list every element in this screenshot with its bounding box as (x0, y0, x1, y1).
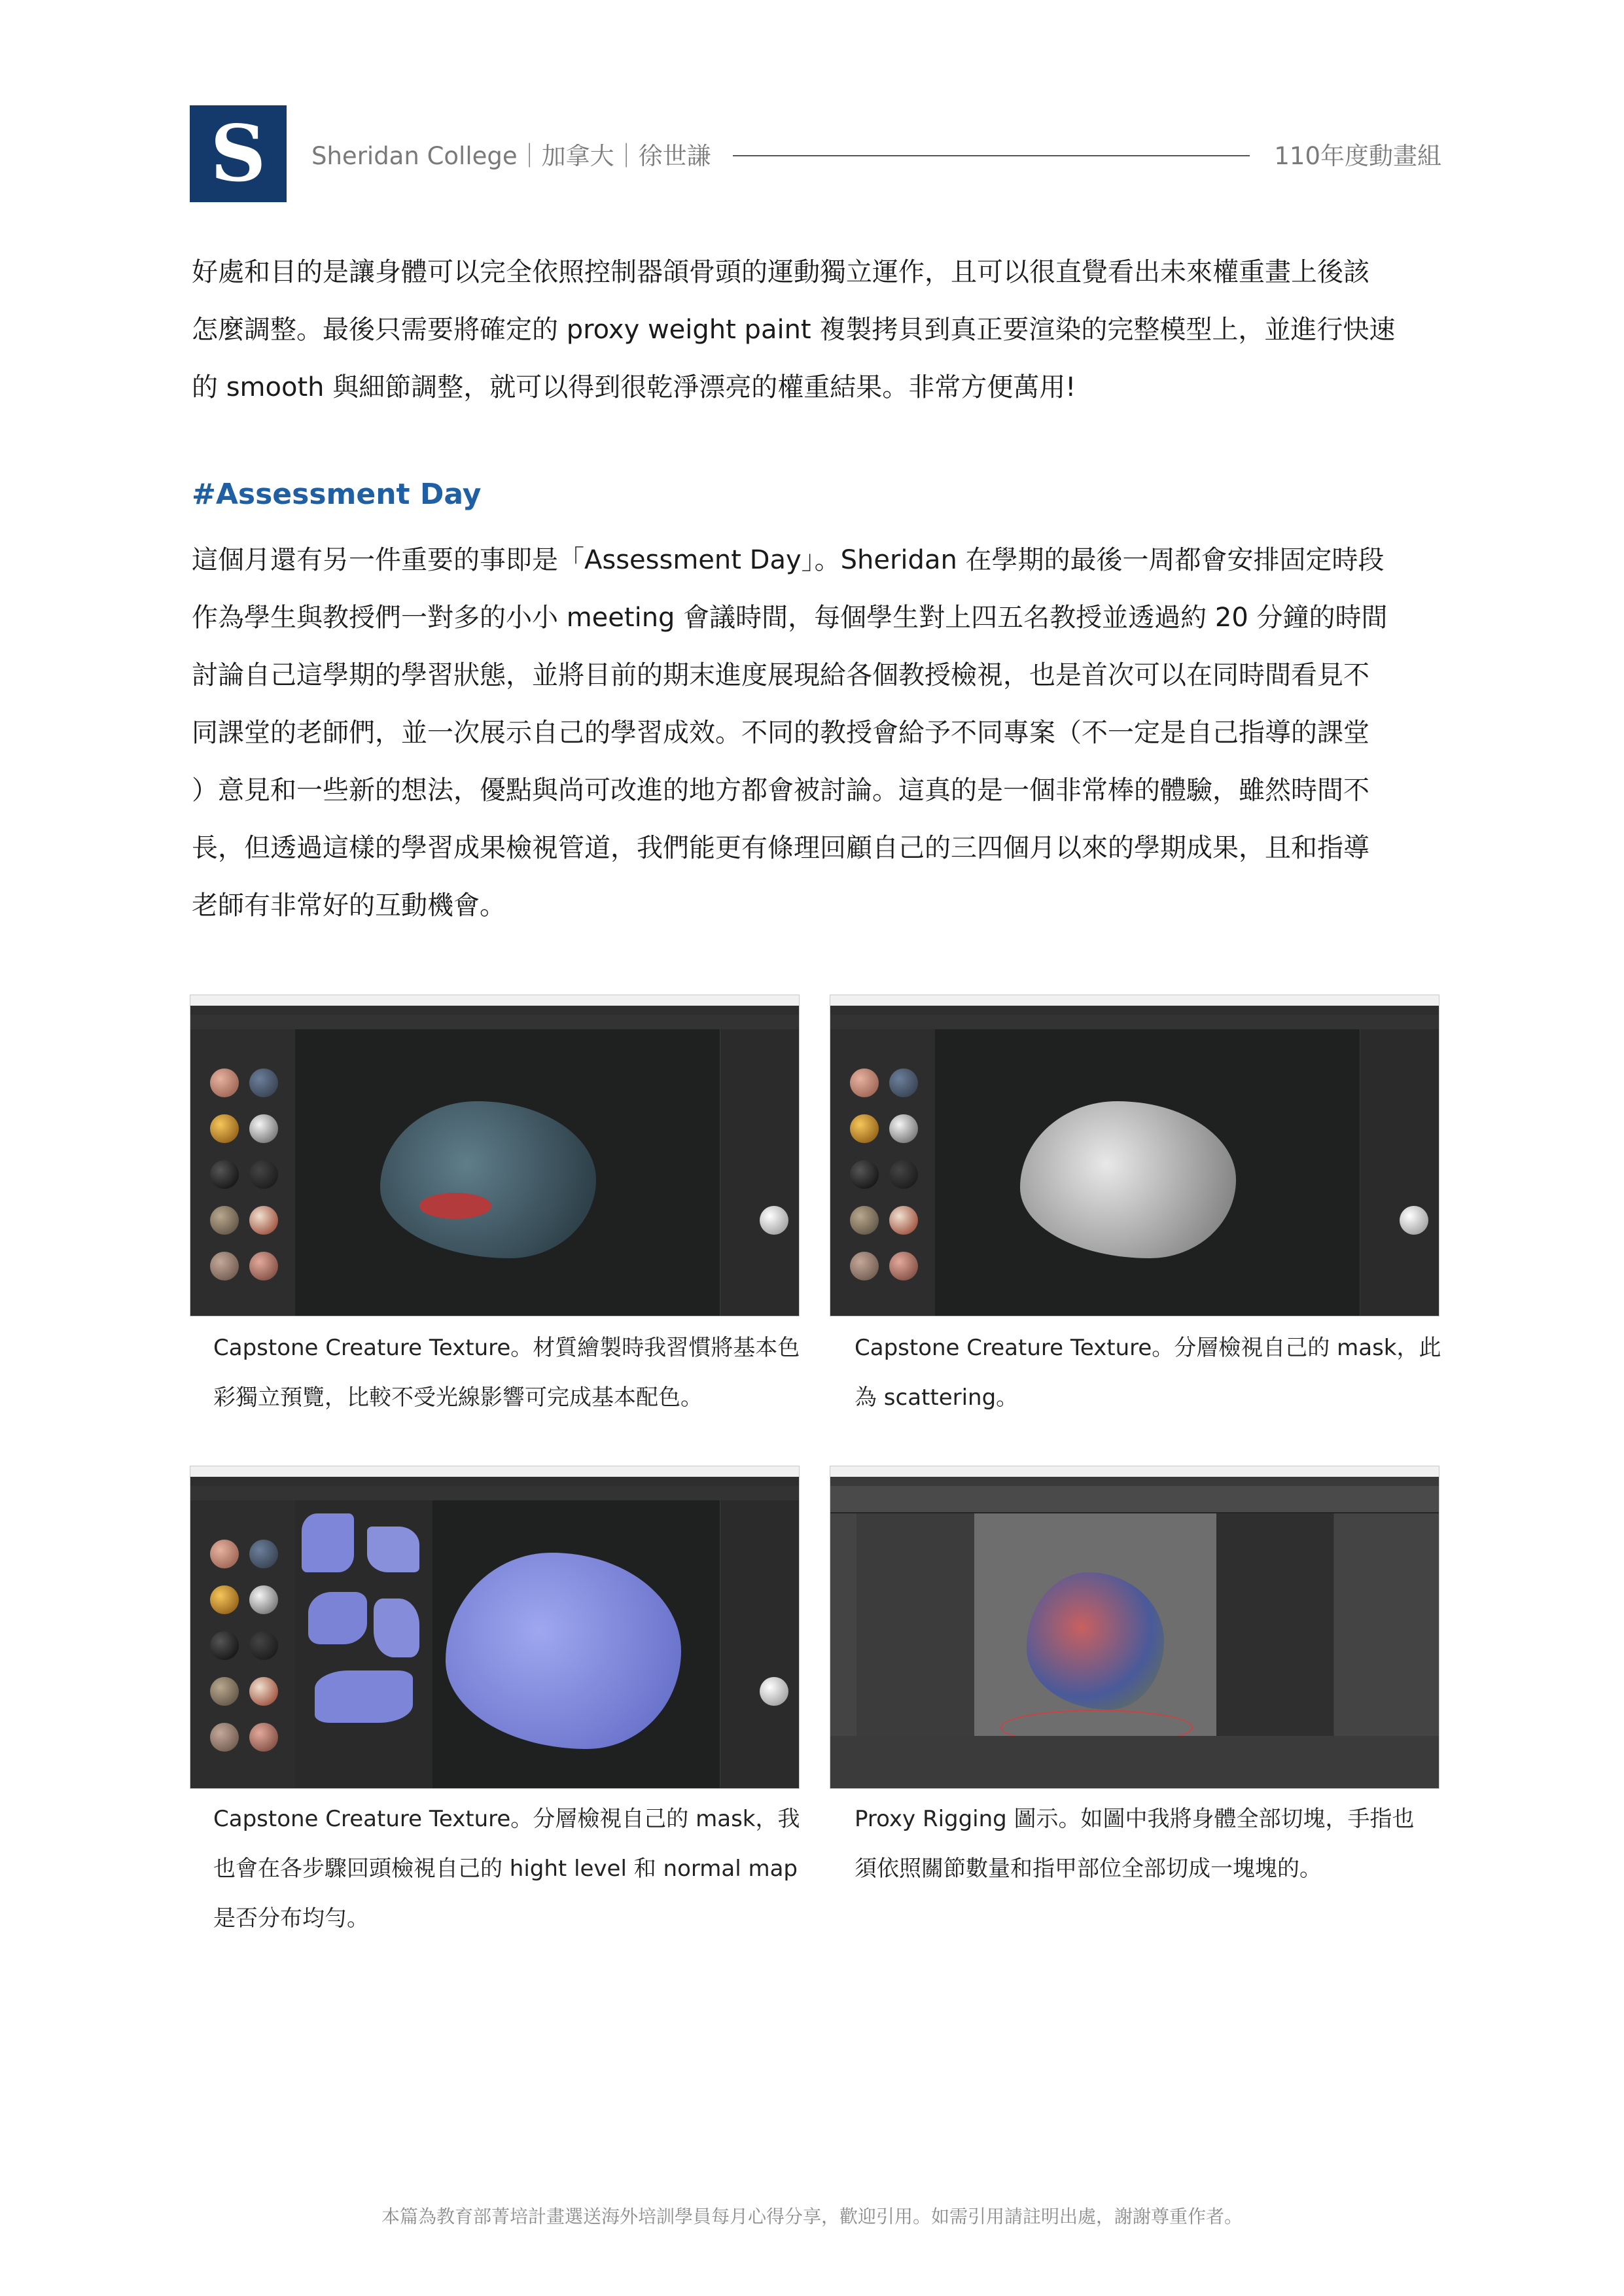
material-thumbnail (210, 1585, 239, 1614)
material-thumbnail (210, 1206, 239, 1235)
material-thumbnail (889, 1069, 918, 1097)
figure-caption (213, 1323, 802, 1422)
material-thumbnail (889, 1206, 918, 1235)
paragraph-line: 同課堂的老師們，並一次展示自己的學習成效。不同的教授會給予不同專案（不一定是自己指導的課堂 (192, 718, 1369, 748)
material-thumbnail (210, 1677, 239, 1706)
material-thumbnail (249, 1585, 278, 1614)
caption-line: 也會在各步驟回頭檢視自己的 hight level 和 normal map (213, 1856, 798, 1882)
preview-sphere (1400, 1206, 1428, 1235)
intro-paragraph (192, 243, 1441, 416)
material-thumbnail (249, 1631, 278, 1660)
window-titlebar (830, 1466, 1439, 1477)
material-thumbnail (850, 1206, 879, 1235)
material-thumbnail (249, 1206, 278, 1235)
header-program: 110年度動畫組 (1274, 142, 1441, 170)
window-titlebar (190, 1466, 799, 1477)
material-shelf (190, 1500, 295, 1788)
screenshot-substance-basecolor (190, 995, 800, 1316)
caption-line: 須依照關節數量和指甲部位全部切成一塊塊的。 (855, 1856, 1322, 1882)
header-divider (733, 155, 1250, 156)
material-thumbnail (210, 1114, 239, 1143)
preview-sphere (760, 1677, 788, 1706)
header-author: Sheridan College｜加拿大｜徐世謙 (311, 142, 711, 170)
uv-island (315, 1670, 413, 1723)
window-titlebar (190, 995, 799, 1006)
menu-bar (830, 1477, 1439, 1487)
material-thumbnail (210, 1631, 239, 1660)
rig-model (1027, 1572, 1164, 1710)
outliner-panel (856, 1513, 974, 1736)
menu-bar (190, 1477, 799, 1487)
caption-line: 彩獨立預覽，比較不受光線影響可完成基本配色。 (213, 1385, 703, 1411)
caption-line: 是否分布均勻。 (213, 1905, 369, 1932)
creature-model (446, 1553, 681, 1749)
paragraph-line: ）意見和一些新的想法，優點與尚可改進的地方都會被討論。這真的是一個非常棒的體驗，雖然時間不 (192, 775, 1369, 805)
material-thumbnail (249, 1677, 278, 1706)
section-title: #Assessment Day (192, 478, 482, 511)
material-thumbnail (249, 1540, 278, 1568)
material-shelf (830, 1029, 935, 1316)
creature-model (1020, 1101, 1236, 1258)
screenshot-maya-proxy-rig (830, 1466, 1439, 1789)
screenshot-substance-scattering (830, 995, 1439, 1316)
preview-sphere (760, 1206, 788, 1235)
caption-line: Capstone Creature Texture。材質繪製時我習慣將基本色 (213, 1335, 800, 1361)
caption-line: Proxy Rigging 圖示。如圖中我將身體全部切塊，手指也 (855, 1806, 1415, 1832)
uv-island (302, 1513, 354, 1572)
material-thumbnail (850, 1069, 879, 1097)
3d-viewport (935, 1029, 1360, 1316)
layers-panel (720, 1029, 799, 1316)
menu-bar (190, 1006, 799, 1016)
sheridan-logo: S (190, 105, 287, 202)
paragraph-line: 作為學生與教授們一對多的小小 meeting 會議時間，每個學生對上四五名教授並透過約 20 分鐘的時間 (192, 603, 1388, 633)
layers-panel (720, 1500, 799, 1788)
caption-line: Capstone Creature Texture。分層檢視自己的 mask，此 (855, 1335, 1441, 1361)
material-thumbnail (889, 1160, 918, 1189)
paragraph-line: 怎麼調整。最後只需要將確定的 proxy weight paint 複製拷貝到真正要渲染的完整模型上，並進行快速 (192, 315, 1396, 345)
material-thumbnail (889, 1252, 918, 1280)
caption-line: Capstone Creature Texture。分層檢視自己的 mask，我 (213, 1806, 800, 1832)
material-thumbnail (850, 1252, 879, 1280)
material-thumbnail (210, 1723, 239, 1752)
section-paragraph (192, 531, 1441, 934)
material-thumbnail (850, 1160, 879, 1189)
timeline (830, 1736, 1439, 1788)
paragraph-line: 的 smooth 與細節調整，就可以得到很乾淨漂亮的權重結果。非常方便萬用! (192, 372, 1076, 402)
3d-viewport (295, 1500, 720, 1788)
menu-bar (830, 1006, 1439, 1016)
material-thumbnail (210, 1252, 239, 1280)
figure-caption (213, 1794, 802, 1943)
toolbar (190, 1486, 799, 1500)
3d-viewport (295, 1029, 720, 1316)
uv-island (374, 1598, 419, 1657)
material-thumbnail (249, 1160, 278, 1189)
material-thumbnail (210, 1160, 239, 1189)
figure-caption (855, 1794, 1443, 1894)
caption-line: 為 scattering。 (855, 1385, 1019, 1411)
paragraph-line: 長，但透過這樣的學習成果檢視管道，我們能更有條理回顧自己的三四個月以來的學期成果，且和指導 (192, 833, 1369, 863)
paragraph-line: 老師有非常好的互動機會。 (192, 891, 506, 921)
material-thumbnail (889, 1114, 918, 1143)
paragraph-line: 好處和目的是讓身體可以完全依照控制器頜骨頭的運動獨立運作，且可以很直覺看出未來權重畫上後該 (192, 257, 1369, 287)
screenshot-substance-normal (190, 1466, 800, 1789)
uv-island (367, 1527, 419, 1572)
creature-mouth (419, 1193, 491, 1219)
material-thumbnail (210, 1069, 239, 1097)
paragraph-line: 這個月還有另一件重要的事即是「Assessment Day」。Sheridan 在學期的最後一周都會安排固定時段 (192, 545, 1385, 575)
material-shelf (190, 1029, 295, 1316)
toolbar (190, 1015, 799, 1029)
page-footer: 本篇為教育部菁培計畫選送海外培訓學員每月心得分享，歡迎引用。如需引用請註明出處，謝謝尊重作者。 (381, 2206, 1243, 2227)
material-thumbnail (249, 1723, 278, 1752)
material-thumbnail (249, 1252, 278, 1280)
material-thumbnail (249, 1069, 278, 1097)
shelf-toolbar (830, 1486, 1439, 1512)
creature-model (380, 1101, 596, 1258)
material-thumbnail (850, 1114, 879, 1143)
layers-panel (1360, 1029, 1439, 1316)
figure-caption (855, 1323, 1443, 1422)
script-editor (1216, 1513, 1334, 1736)
paragraph-line: 討論自己這學期的學習狀態，並將目前的期末進度展現給各個教授檢視，也是首次可以在同時間看見不 (192, 660, 1369, 690)
uv-view (295, 1500, 432, 1788)
uv-island (308, 1592, 367, 1644)
material-thumbnail (249, 1114, 278, 1143)
toolbar (830, 1015, 1439, 1029)
material-thumbnail (210, 1540, 239, 1568)
window-titlebar (830, 995, 1439, 1006)
